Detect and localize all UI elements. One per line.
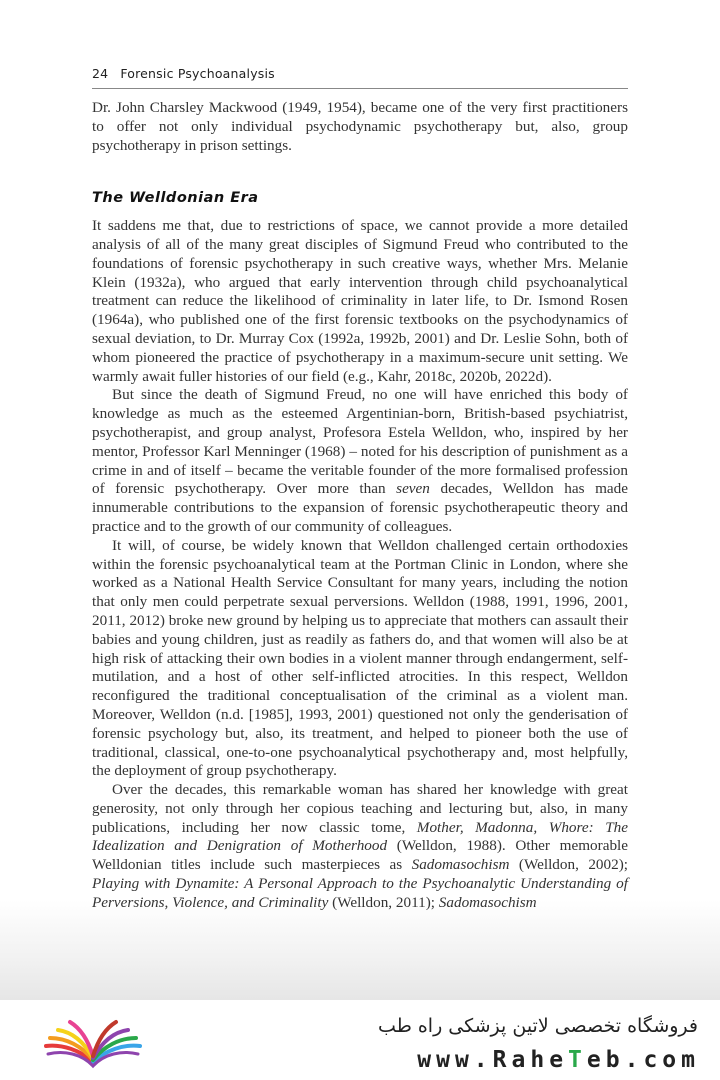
book-title-mother-madonna-whore: Mother, Madonna, Whore: The Idealization and Denigration of Motherhood <box>92 818 628 855</box>
brand-persian-text: فروشگاه تخصصی لاتین پزشکی راه طب <box>378 1015 698 1037</box>
book-title-sadomasochism: Sadomasochism <box>411 856 510 874</box>
paragraph-4-text-2: (Welldon, 1988). Other memorable Welldonian titles include such masterpieces as <box>92 837 628 874</box>
paragraph-2-text-a: But since the death of Sigmund Freud, no one will have enriched this body of knowledge as much as the esteemed Argentinian-born, British-based psychiatrist, psychotherapist, and group analyst, Profesora Estela Welldon, who, inspired by her mentor, Professor Karl Menninger (1968) – noted for his description of punishment as a crime in and of itself – became the veritable founder of the more formalised profession of forensic psychotherapy. Over more than <box>92 386 628 498</box>
body-text <box>92 99 628 913</box>
paragraph-1: It saddens me that, due to restrictions of space, we cannot provide a more detailed analysis of all of the many great disciples of Sigmund Freud who contributed to the foundations of forensic psychotherapy in such creative ways, whether Mrs. Melanie Klein (1932a), who argued that early intervention through child psychoanalytical treatment can reduce the likelihood of criminality in later life, to Dr. Ismond Rosen (1964a), who published one of the first forensic textbooks on the psychodynamics of sexual deviation, to Dr. Murray Cox (1992a, 1992b, 2001) and Dr. Leslie Sohn, both of whom pioneered the practice of psychotherapy in a maximum-secure unit setting. We warmly await fuller histories of our field (e.g., Kahr, 2018c, 2020b, 2022d). <box>92 217 628 385</box>
book-title-playing-with-dynamite: Playing with Dynamite: A Personal Approach to the Psychoanalytic Understanding of Perversions, Violence, and Criminality <box>92 875 628 911</box>
paragraph-4-text-1: Over the decades, this remarkable woman has shared her knowledge with great generosity, not only through her copious teaching and lecturing but, also, in many publications, including her now classic tome, <box>92 781 628 836</box>
paragraph-3: It will, of course, be widely known that Welldon challenged certain orthodoxies within the forensic psychoanalytical team at the Portman Clinic in London, where she worked as a National Health Service Consultant for many years, including the notion that only men could perpetrate sexual perversions. Welldon (1988, 1991, 1996, 2001, 2011, 2012) broke new ground by helping us to appreciate that mothers can assault their babies and young children, just as readily as fathers do, and that women will also be at high risk of attacking their own bodies in a violent manner through endangerment, self-mutilation, and a host of other self-inflicted atrocities. In this respect, Welldon reconfigured the traditional conceptualisation of the criminal as a violent man. Moreover, Welldon (n.d. [1985], 1993, 2001) questioned not only the genderisation of forensic psychology but, also, its treatment, and helped to pioneer both the use of traditional, classical, one-to-one psychoanalytical psychotherapy and, most helpfully, the deployment of group psychotherapy. <box>92 536 628 780</box>
paragraph-2-text-b: decades, Welldon has made innumerable contributions to the expansion of forensic psychotherapeutic theory and practice and to the growth of our community of colleagues. <box>92 480 629 535</box>
paragraph-intro: Dr. John Charsley Mackwood (1949, 1954), became one of the very first practitioners to offer not only individual psychodynamic psychotherapy but, also, group psychotherapy in prison settings. <box>92 99 628 154</box>
brand-url[interactable] <box>417 1047 700 1073</box>
brand-url-part-2: eb.com <box>586 1047 700 1073</box>
section-heading: The Welldonian Era <box>92 190 259 207</box>
brand-url-part-1: www.Rahe <box>417 1047 569 1073</box>
brand-url-highlight: T <box>568 1047 587 1073</box>
open-book-rainbow-logo-icon <box>40 1014 146 1070</box>
watermark-footer <box>0 1000 720 1080</box>
running-title: Forensic Psychoanalysis <box>120 66 275 81</box>
running-header <box>92 66 628 86</box>
page-number: 24 <box>92 66 109 81</box>
paragraph-4-text-3: (Welldon, 2002); <box>509 856 628 874</box>
paragraph-2-emphasis: seven <box>396 480 430 498</box>
paragraph-4 <box>92 781 628 913</box>
paragraph-2 <box>92 386 628 536</box>
book-title-sadomasochism-2: Sadomasochism <box>438 893 537 911</box>
paragraph-4-text-4: (Welldon, 2011); <box>328 893 439 911</box>
header-rule <box>92 88 628 89</box>
